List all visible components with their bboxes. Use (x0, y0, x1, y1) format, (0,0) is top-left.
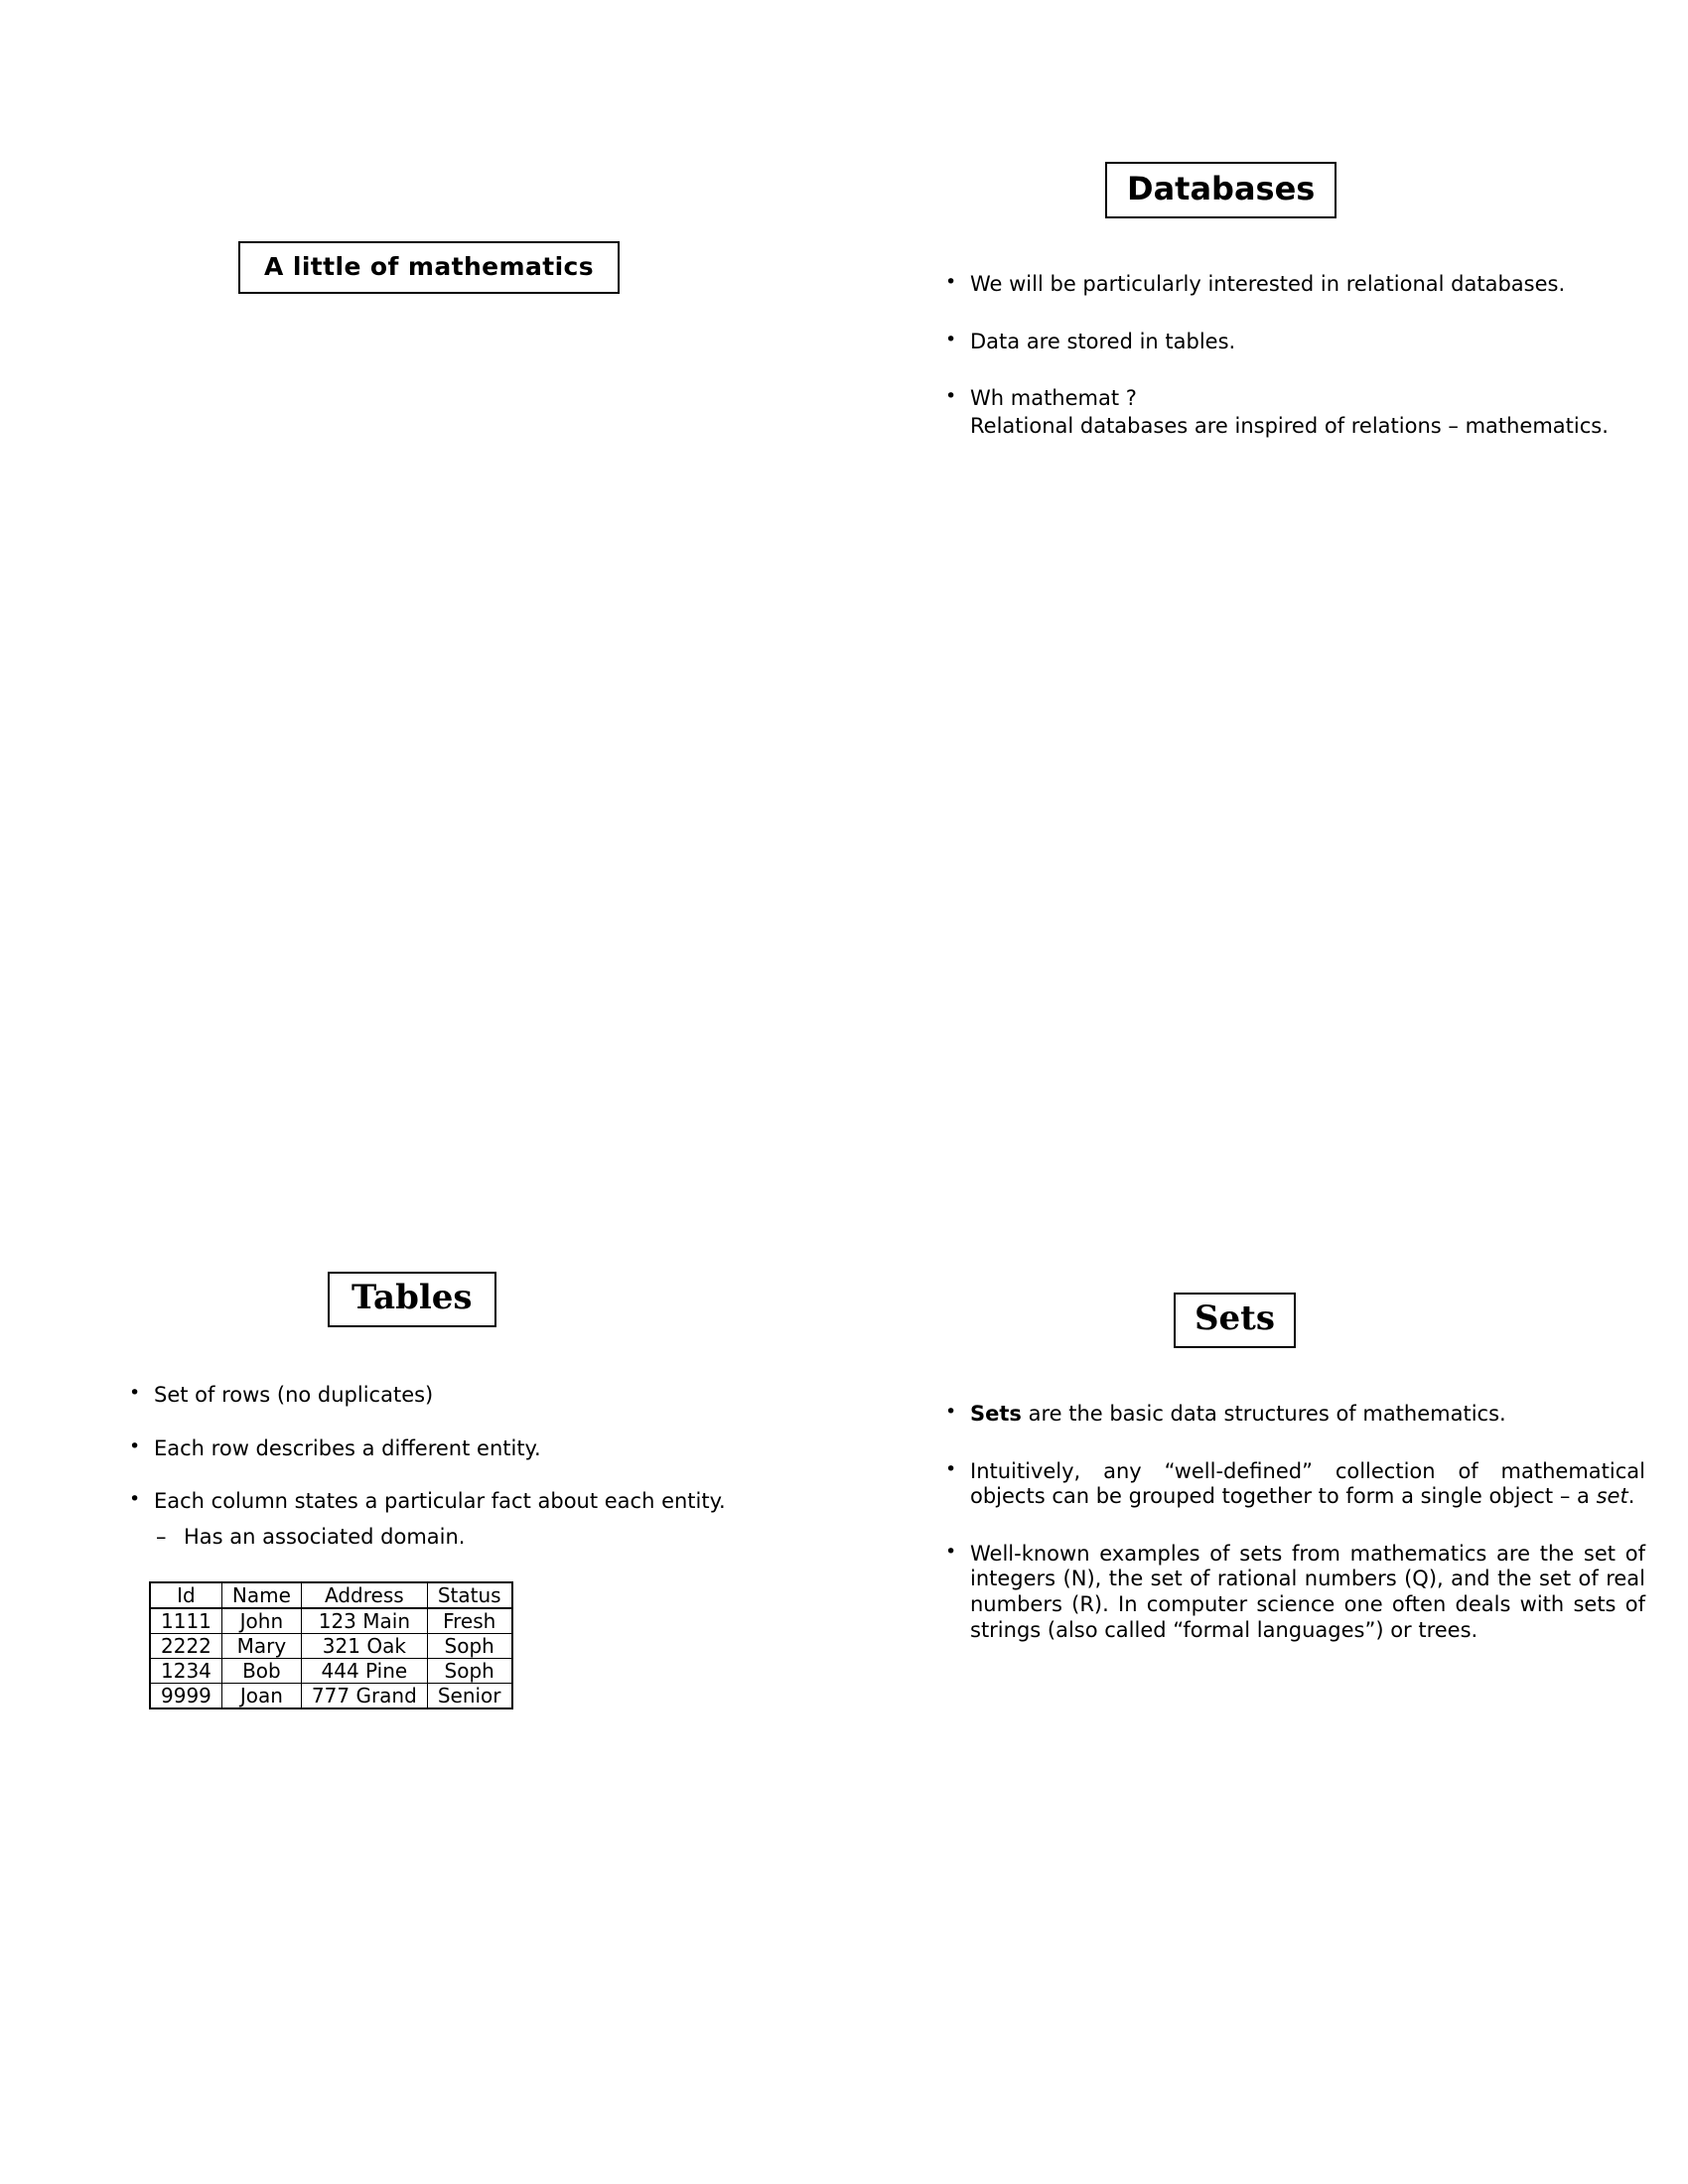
sets-body (943, 1402, 1645, 1643)
table-cell-status: Senior (427, 1684, 511, 1709)
list-item (127, 1489, 743, 1550)
table-cell-status: Soph (427, 1659, 511, 1684)
bullet-text: Each row describes a different entity. (154, 1435, 541, 1460)
list-item (127, 1383, 743, 1409)
list-item (943, 1459, 1645, 1510)
table-row (150, 1608, 512, 1634)
table-cell-address: 444 Pine (301, 1659, 427, 1684)
list-item (943, 386, 1641, 439)
tables-bullet-list (127, 1383, 743, 1550)
bullet-text: Set of rows (no duplicates) (154, 1383, 434, 1407)
table-cell-status: Soph (427, 1634, 511, 1659)
table-cell-name: Mary (221, 1634, 301, 1659)
table-cell-name: John (221, 1608, 301, 1634)
table-header-row (150, 1582, 512, 1608)
list-item (943, 1542, 1645, 1643)
table-cell-name: Bob (221, 1659, 301, 1684)
slide-tables (154, 1272, 743, 1709)
databases-bullet-list (943, 272, 1641, 439)
bullet-italic-term: set (1596, 1484, 1628, 1509)
bullet-text: We will be particularly interested in relational databases. (970, 272, 1566, 296)
slide-title-box (1105, 162, 1336, 218)
table-row (150, 1634, 512, 1659)
sets-bullet-list (943, 1402, 1645, 1643)
list-item (127, 1436, 743, 1462)
slide-title-box (1174, 1293, 1296, 1348)
slide-title-box (238, 241, 620, 294)
table-cell-id: 1234 (150, 1659, 221, 1684)
bullet-lead-term: Sets (970, 1402, 1022, 1426)
table-row (150, 1659, 512, 1684)
table-body (150, 1582, 512, 1708)
table-cell-status: Fresh (427, 1608, 511, 1634)
tables-body (127, 1383, 743, 1709)
column-header: Address (301, 1582, 427, 1608)
table-cell-address: 777 Grand (301, 1684, 427, 1709)
table-cell-id: 1111 (150, 1608, 221, 1634)
page-title: A little of mathematics (264, 252, 595, 281)
list-item (943, 1402, 1645, 1428)
table-cell-address: 321 Oak (301, 1634, 427, 1659)
list-item (943, 330, 1641, 355)
slide-sets (970, 1293, 1645, 1675)
table-row (150, 1684, 512, 1709)
bullet-text: Intuitively, any “well-defined” collection of mathematical objects can be grouped together to form a single object – a (970, 1458, 1645, 1509)
list-item (943, 272, 1641, 298)
page-title: Sets (1195, 1298, 1276, 1338)
bullet-text: Well-known examples of sets from mathematics are the set of integers (N), the set of rational numbers (Q), and the set of real numbers (R). In computer science one often deals with sets of strings (also called “formal languages”) or trees. (970, 1541, 1645, 1642)
bullet-text-tail: . (1627, 1484, 1635, 1509)
bullet-text: Each column states a particular fact about each entity. (154, 1489, 726, 1514)
bullet-text: Data are stored in tables. (970, 329, 1236, 353)
bullet-text: are the basic data structures of mathematics. (1021, 1402, 1506, 1426)
tables-table-wrap (149, 1581, 743, 1709)
page-title: Tables (352, 1278, 473, 1317)
table-cell-id: 2222 (150, 1634, 221, 1659)
slide-databases (970, 162, 1641, 471)
databases-body (943, 272, 1641, 439)
sub-list-item: – Has an associated domain. (154, 1525, 743, 1551)
databases-title-wrap (1105, 162, 1641, 218)
page-title: Databases (1127, 170, 1316, 207)
column-header: Name (221, 1582, 301, 1608)
bullet-text: Wh mathemat ? (970, 386, 1137, 411)
table-cell-name: Joan (221, 1684, 301, 1709)
bullet-continuation: Relational databases are inspired of relations – mathematics. (970, 413, 1609, 438)
column-header: Status (427, 1582, 511, 1608)
table-cell-address: 123 Main (301, 1608, 427, 1634)
student-table (149, 1581, 513, 1709)
slide-a-little-of-mathematics (238, 241, 620, 294)
slide-title-box (328, 1272, 496, 1327)
column-header: Id (150, 1582, 221, 1608)
table-cell-id: 9999 (150, 1684, 221, 1709)
